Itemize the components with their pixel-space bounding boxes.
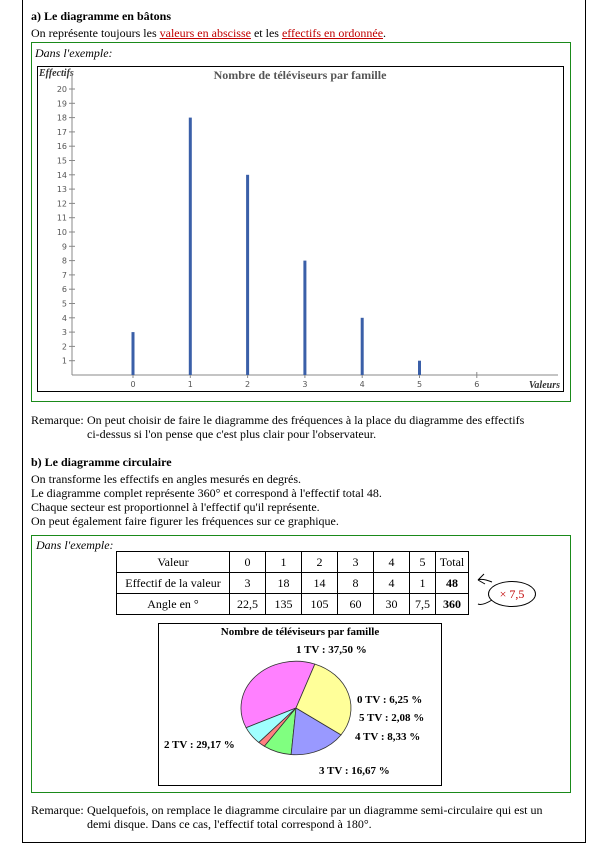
- table-cell: 360: [436, 594, 469, 615]
- y-tick-label: 1: [61, 356, 67, 366]
- multiplier-badge: × 7,5: [488, 581, 536, 607]
- data-table: [116, 551, 469, 615]
- y-tick-label: 15: [56, 156, 67, 166]
- table-cell: 4: [374, 552, 410, 573]
- section-b-line3: Chaque secteur est proportionnel à l'effectif qu'il représente.: [31, 500, 320, 514]
- example-label-b: Dans l'exemple:: [36, 538, 114, 552]
- bar-chart: [38, 67, 563, 391]
- table-cell: 18: [266, 573, 302, 594]
- y-tick-label: 18: [56, 113, 67, 123]
- table-cell: 4: [374, 573, 410, 594]
- section-a-intro: [31, 26, 386, 40]
- bar: [132, 332, 135, 375]
- bar-chart-frame: [37, 66, 564, 392]
- remark-a-line2: ci-dessus si l'on pense que c'est plus clair pour l'observateur.: [87, 427, 377, 441]
- y-tick-label: 8: [61, 256, 67, 266]
- table-cell: 105: [302, 594, 338, 615]
- bar: [418, 361, 421, 375]
- table-row: [117, 552, 469, 573]
- pie-slice-label: 2 TV : 29,17 %: [164, 739, 235, 751]
- y-tick-label: 7: [61, 270, 67, 280]
- section-a-title: a) Le diagramme en bâtons: [31, 9, 171, 23]
- remark-a-label: Remarque:: [31, 413, 84, 427]
- y-tick-label: 11: [56, 213, 67, 223]
- bar: [361, 318, 364, 375]
- y-tick-label: 16: [56, 142, 67, 152]
- table-cell: Valeur: [117, 552, 230, 573]
- table-cell: Effectif de la valeur: [117, 573, 230, 594]
- x-tick-label: 6: [474, 380, 480, 389]
- table-cell: 14: [302, 573, 338, 594]
- intro-text-3: .: [383, 26, 387, 40]
- remark-b-line2: demi disque. Dans ce cas, l'effectif total correspond à 180°.: [87, 817, 372, 831]
- table-row: [117, 573, 469, 594]
- section-b-line2: Le diagramme complet représente 360° et correspond à l'effectif total 48.: [31, 486, 382, 500]
- section-b-line1: On transforme les effectifs en angles mesurés en degrés.: [31, 472, 302, 486]
- table-cell: 48: [436, 573, 469, 594]
- y-tick-label: 10: [56, 228, 67, 237]
- section-b-title: b) Le diagramme circulaire: [31, 455, 172, 469]
- chart-title: Nombre de téléviseurs par famille: [213, 68, 387, 82]
- table-cell: Angle en °: [117, 594, 230, 615]
- intro-link-abscisse: valeurs en abscisse: [159, 26, 251, 40]
- bar: [189, 118, 192, 375]
- table-cell: 2: [302, 552, 338, 573]
- x-axis-label: Valeurs: [528, 380, 560, 391]
- table-cell: 3: [338, 552, 374, 573]
- y-tick-label: 14: [56, 170, 67, 180]
- x-tick-label: 4: [359, 380, 365, 389]
- pie-chart-frame: [158, 623, 442, 786]
- table-cell: 60: [338, 594, 374, 615]
- bar: [246, 175, 249, 375]
- x-tick-label: 2: [245, 380, 251, 389]
- pie-chart: [159, 624, 441, 785]
- pie-slice-label: 5 TV : 2,08 %: [359, 712, 425, 724]
- x-tick-label: 3: [302, 380, 308, 389]
- y-tick-label: 12: [56, 199, 67, 209]
- table-cell: Total: [436, 552, 469, 573]
- pie-slice-label: 1 TV : 37,50 %: [296, 644, 367, 656]
- pie-slice-label: 4 TV : 8,33 %: [355, 731, 421, 743]
- table-cell: 7,5: [410, 594, 436, 615]
- intro-text-2: et les: [250, 26, 282, 40]
- intro-text-1: On représente toujours les: [31, 26, 160, 40]
- bar: [303, 261, 306, 375]
- table-cell: 3: [230, 573, 266, 594]
- remark-a-line1: On peut choisir de faire le diagramme des fréquences à la place du diagramme des effectifs: [87, 413, 525, 427]
- y-axis-label: Effectifs: [39, 68, 74, 79]
- pie-slice-label: 3 TV : 16,67 %: [319, 765, 390, 777]
- example-label-a: Dans l'exemple:: [35, 46, 113, 60]
- y-tick-label: 17: [56, 127, 67, 137]
- table-cell: 135: [266, 594, 302, 615]
- section-b-line4: On peut également faire figurer les fréquences sur ce graphique.: [31, 514, 339, 528]
- table-cell: 8: [338, 573, 374, 594]
- pie-title: Nombre de téléviseurs par famille: [220, 626, 380, 638]
- y-tick-label: 19: [56, 99, 67, 109]
- y-tick-label: 2: [61, 342, 67, 352]
- table-cell: 1: [266, 552, 302, 573]
- x-tick-label: 1: [187, 380, 193, 389]
- y-tick-label: 20: [56, 85, 67, 94]
- remark-b-line1: Quelquefois, on remplace le diagramme circulaire par un diagramme semi-circulaire qui est un: [87, 803, 543, 817]
- y-tick-label: 3: [61, 328, 67, 338]
- x-tick-label: 0: [130, 380, 136, 389]
- y-tick-label: 6: [61, 285, 67, 295]
- y-tick-label: 5: [61, 299, 67, 309]
- table-cell: 5: [410, 552, 436, 573]
- intro-link-ordonnee: effectifs en ordonnée: [281, 26, 384, 40]
- pie-slice-label: 0 TV : 6,25 %: [357, 694, 423, 706]
- remark-b-label: Remarque:: [31, 803, 84, 817]
- y-tick-label: 4: [61, 313, 67, 323]
- x-tick-label: 5: [416, 380, 423, 389]
- table-cell: 30: [374, 594, 410, 615]
- y-tick-label: 13: [56, 185, 67, 195]
- table-cell: 0: [230, 552, 266, 573]
- table-cell: 22,5: [230, 594, 266, 615]
- table-row: [117, 594, 469, 615]
- table-cell: 1: [410, 573, 436, 594]
- y-tick-label: 9: [61, 242, 67, 252]
